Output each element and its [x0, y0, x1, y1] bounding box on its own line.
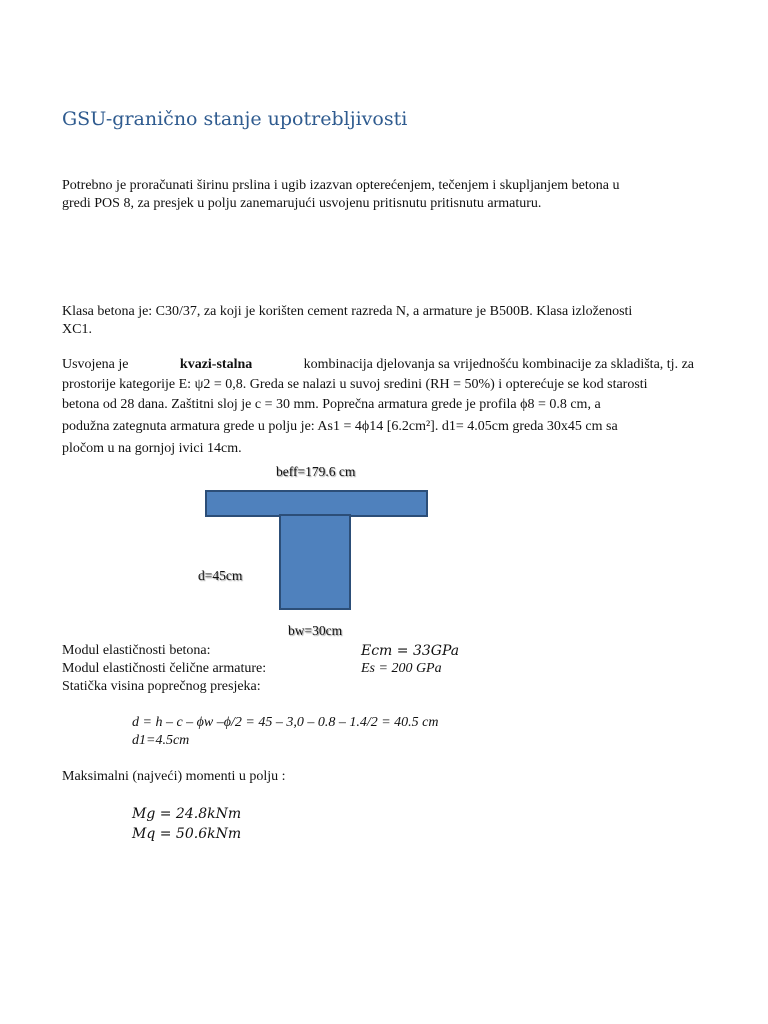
prop-value-ecm: Ecm = 33GPa — [361, 643, 460, 659]
intro-paragraph — [62, 177, 694, 213]
intro-line-1: Potrebno je proračunati širinu prslina i ugib izazvan opterećenjem, tečenjem i skupljanjem betona u — [62, 178, 620, 193]
formula-d1: d1=4.5cm — [132, 733, 190, 748]
klasa-line-2: XC1. — [62, 322, 92, 337]
usvojena-line-5: pločom u na gornjoj ivici 14cm. — [62, 441, 242, 456]
moments-label: Maksimalni (najveći) momenti u polju : — [62, 769, 286, 784]
bw-label: bw=30cm — [288, 623, 343, 638]
prop-label-ecm: Modul elastičnosti betona: — [62, 643, 211, 658]
prop-value-es: Es = 200 GPa — [361, 661, 442, 676]
usvojena-line-1: Usvojena je kvazi-stalna kombinacija djelovanja sa vrijednošću kombinacije za skladišta, tj. za — [62, 355, 694, 375]
moments-block — [132, 804, 241, 844]
prop-label-es: Modul elastičnosti čelične armature: — [62, 661, 267, 676]
usvojena-line-2: prostorije kategorije E: ψ2 = 0,8. Greda se nalazi u suvoj sredini (RH = 50%) i opterećuje se kod starosti — [62, 377, 648, 392]
beff-label: beff=179.6 cm — [276, 464, 356, 479]
flange-shape — [205, 490, 428, 517]
prop-label-static: Statička visina poprečnog presjeka: — [62, 679, 261, 694]
props-labels — [62, 642, 266, 696]
intro-line-2: gredi POS 8, za presjek u polju zanemarujući usvojenu pritisnutu pritisnutu armaturu. — [62, 196, 542, 211]
formula-d: d = h – c – ϕw –ϕ/2 = 45 – 3,0 – 0.8 – 1.4/2 = 40.5 cm — [132, 715, 439, 730]
klasa-line-1: Klasa betona je: C30/37, za koji je korišten cement razreda N, a armature je B500B. Klasa izloženosti — [62, 304, 633, 319]
formulas-block — [132, 714, 439, 750]
d-label: d=45cm — [198, 568, 243, 583]
moment-mg: Mg = 24.8kNm — [132, 806, 242, 822]
web-shape — [279, 514, 351, 610]
usvojena-line-3: betona od 28 dana. Zaštitni sloj je c = 30 mm. Poprečna armatura grede je profila ϕ8 = 0.8 cm, a — [62, 397, 601, 412]
props-values — [361, 642, 459, 678]
kvazi-stalna-bold: kvazi-stalna — [179, 357, 253, 372]
usvojena-paragraph — [62, 355, 694, 459]
usvojena-line-4: podužna zategnuta armatura grede u polju je: As1 = 4ϕ14 [6.2cm²]. d1= 4.05cm greda 30x45 cm sa — [62, 419, 618, 434]
moment-mq: Mq = 50.6kNm — [132, 826, 242, 842]
klasa-paragraph — [62, 303, 694, 339]
page-title: GSU-granično stanje upotrebljivosti — [62, 108, 408, 130]
